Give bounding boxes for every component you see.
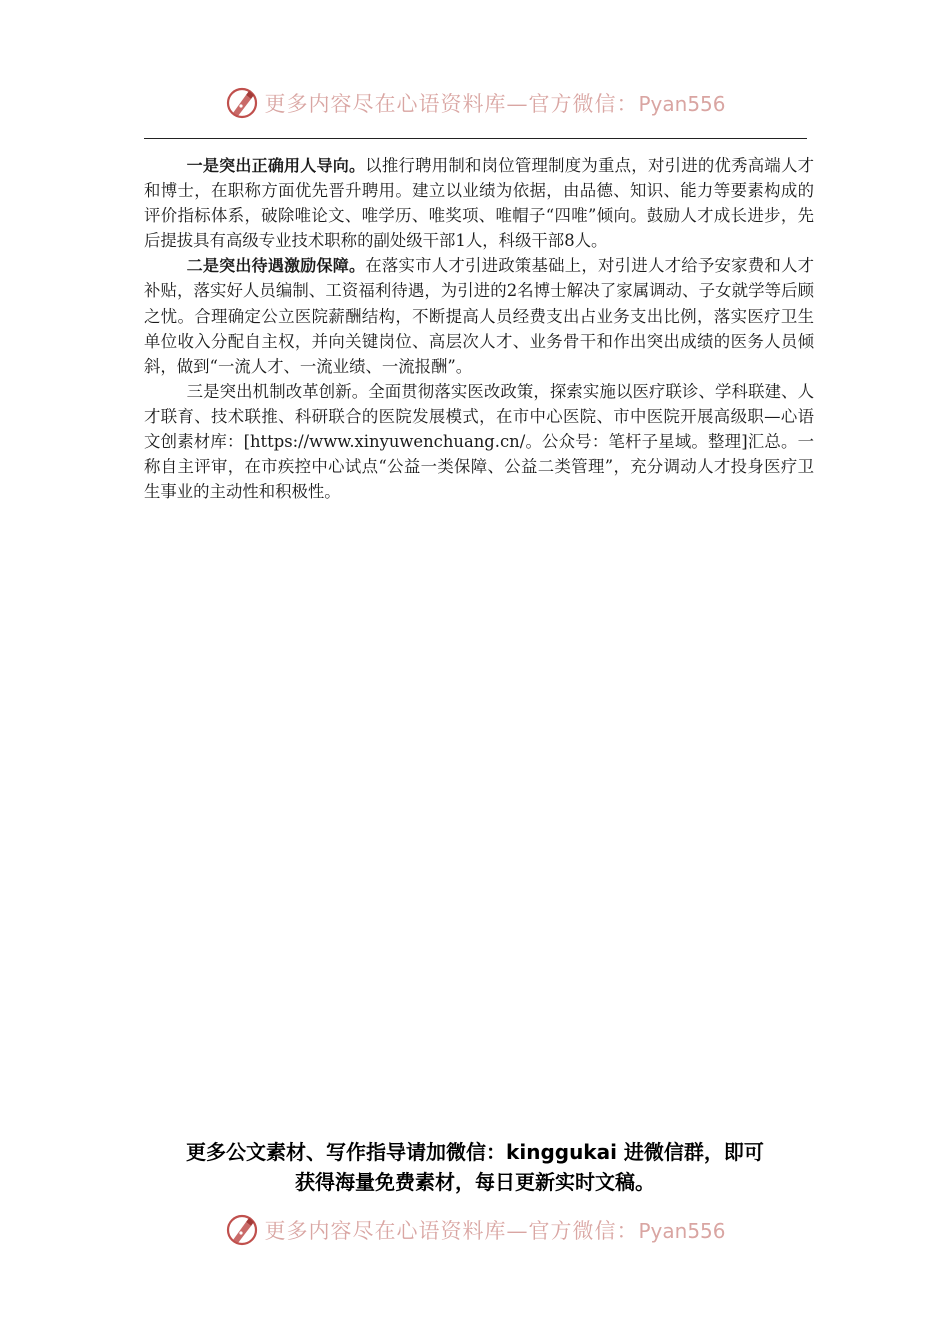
- article-body: [144, 153, 814, 504]
- paragraph-3-body: 三是突出机制改革创新。全面贯彻落实医改政策，探索实施以医疗联诊、学科联建、人才联育、技术联推、科研联合的医院发展模式，在市中心医院、市中医院开展高级职—心语文创素材库：[https://www.xinyuwenchuang.cn/。公众号：笔杆子星域。整理]汇总。一称自主评审，在市疾控中心试点“公益一类保障、公益二类管理”，充分调动人才投身医疗卫生事业的主动性和积极性。: [144, 381, 814, 502]
- paragraph-2: [144, 253, 814, 378]
- paragraph-2-body: 在落实市人才引进政策基础上，对引进人才给予安家费和人才补贴，落实好人员编制、工资福利待遇，为引进的2名博士解决了家属调动、子女就学等后顾之忧。合理确定公立医院薪酬结构，不断提高人员经费支出占业务支出比例，落实医疗卫生单位收入分配自主权，并向关键岗位、高层次人才、业务骨干和作出突出成绩的医务人员倾斜，做到“一流人才、一流业绩、一流报酬”。: [144, 256, 814, 376]
- pen-nib-circle-icon: [224, 85, 260, 121]
- paragraph-2-lead: 二是突出待遇激励保障。: [186, 256, 366, 276]
- promo-line-1: 更多公文素材、写作指导请加微信：kinggukai 进微信群，即可: [186, 1140, 764, 1164]
- header-logo-text: 更多内容尽在心语资料库—官方微信：Pyan556: [264, 92, 726, 116]
- pen-nib-circle-icon: [224, 1212, 260, 1248]
- paragraph-1-body: 以推行聘用制和岗位管理制度为重点，对引进的优秀高端人才和博士，在职称方面优先晋升聘用。建立以业绩为依据，由品德、知识、能力等要素构成的评价指标体系，破除唯论文、唯学历、唯奖项、唯帽子“四唯”倾向。鼓励人才成长进步，先后提拔具有高级专业技术职称的副处级干部1人，科级干部8人。: [144, 156, 814, 251]
- paragraph-1: [144, 153, 814, 253]
- promo-banner: [100, 1137, 850, 1197]
- paragraph-1-lead: 一是突出正确用人导向。: [186, 156, 366, 175]
- header-logo: [0, 83, 950, 123]
- paragraph-3: [144, 379, 814, 504]
- footer-logo-text: 更多内容尽在心语资料库—官方微信：Pyan556: [264, 1219, 726, 1243]
- footer-logo: [0, 1210, 950, 1250]
- header-divider: [144, 138, 807, 139]
- promo-line-2: 获得海量免费素材，每日更新实时文稿。: [295, 1170, 655, 1194]
